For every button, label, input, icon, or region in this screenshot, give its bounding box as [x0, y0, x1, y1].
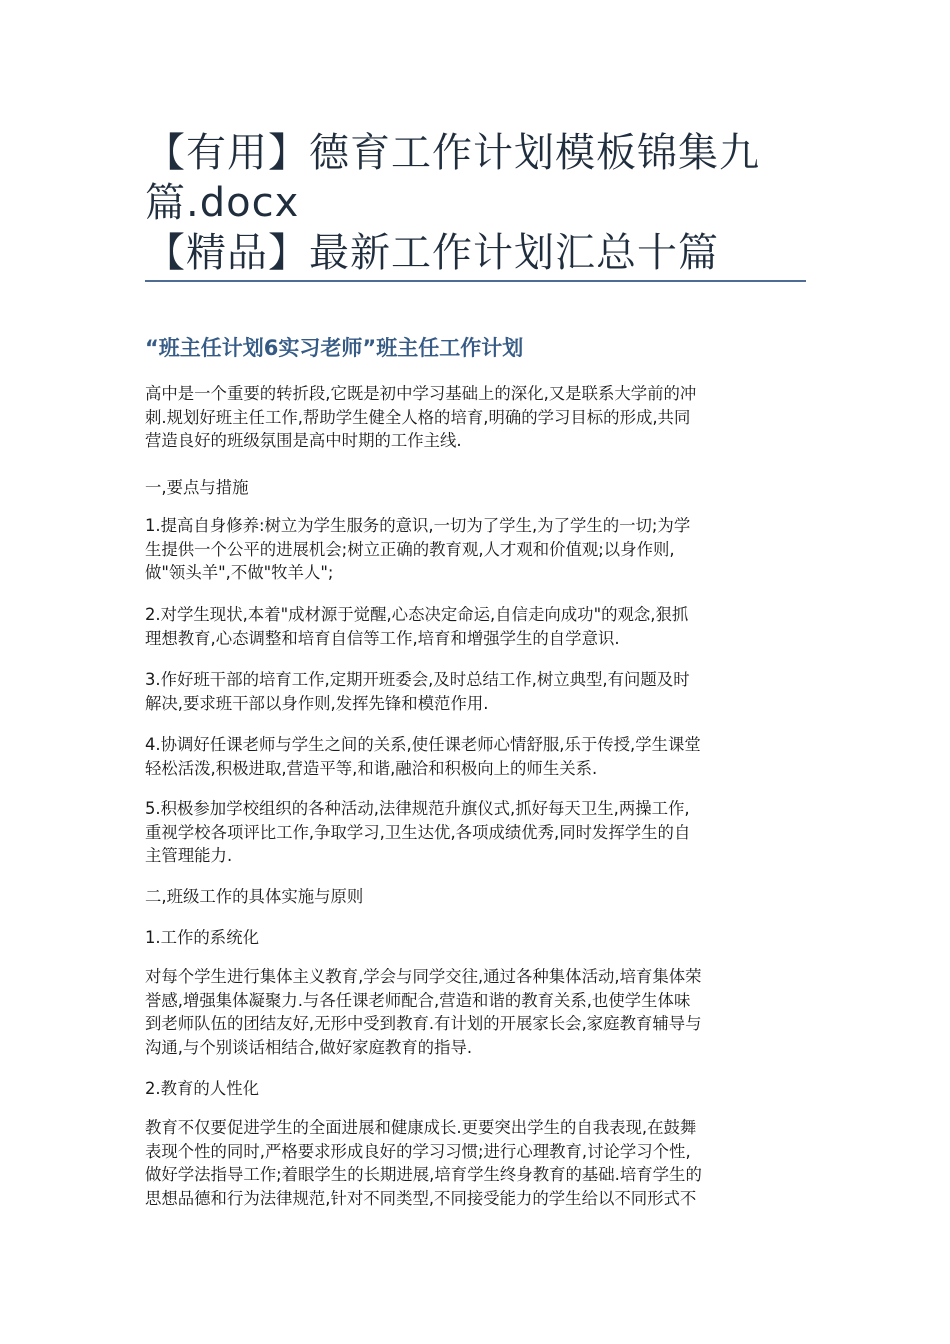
- paragraph-item-3: [145, 668, 805, 715]
- text-line: 高中是一个重要的转折段,它既是初中学习基础上的深化,又是联系大学前的冲: [145, 384, 697, 403]
- text-line: 主管理能力.: [145, 846, 233, 866]
- text-line: 解决,要求班干部以身作则,发挥先锋和模范作用.: [145, 693, 489, 713]
- subheading-key-points: [145, 476, 805, 500]
- section-heading: “班主任计划6实习老师”班主任工作计划: [145, 336, 524, 360]
- title-line: 【精品】最新工作计划汇总十篇: [145, 230, 719, 276]
- title-divider: [145, 280, 806, 282]
- text-line: 2.教育的人性化: [145, 1079, 259, 1098]
- text-line: 4.协调好任课老师与学生之间的关系,使任课老师心情舒服,乐于传授,学生课堂: [145, 735, 701, 754]
- text-line: 对每个学生进行集体主义教育,学会与同学交往,通过各种集体活动,培育集体荣: [145, 967, 702, 986]
- text-line: 营造良好的班级氛围是高中时期的工作主线.: [145, 431, 462, 451]
- text-line: 轻松活泼,积极进取,营造平等,和谐,融洽和积极向上的师生关系.: [145, 758, 598, 778]
- text-line: 2.对学生现状,本着"成材源于觉醒,心态决定命运,自信走向成功"的观念,狠抓: [145, 605, 689, 624]
- subheading-implementation: [145, 885, 805, 909]
- paragraph-item-1: [145, 514, 805, 585]
- paragraph-systematization: [145, 965, 805, 1059]
- text-line: 一,要点与措施: [145, 478, 249, 497]
- text-line: 表现个性的同时,严格要求形成良好的学习习惯;进行心理教育,讨论学习个性,: [145, 1141, 691, 1161]
- title-line: 篇.docx: [145, 180, 300, 226]
- text-line: 做好学法指导工作;着眼学生的长期进展,培育学生终身教育的基础.培育学生的: [145, 1165, 702, 1185]
- text-line: 誉感,增强集体凝聚力.与各任课老师配合,营造和谐的教育关系,也使学生体味: [145, 990, 691, 1010]
- text-line: 到老师队伍的团结友好,无形中受到教育.有计划的开展家长会,家庭教育辅导与: [145, 1014, 702, 1034]
- text-line: 教育不仅要促进学生的全面进展和健康成长.更要突出学生的自我表现,在鼓舞: [145, 1118, 697, 1137]
- text-line: 3.作好班干部的培育工作,定期开班委会,及时总结工作,树立典型,有问题及时: [145, 670, 690, 689]
- paragraph-item-2: [145, 603, 805, 650]
- text-line: 刺.规划好班主任工作,帮助学生健全人格的培育,明确的学习目标的形成,共同: [145, 407, 691, 427]
- text-line: 1.提高自身修养:树立为学生服务的意识,一切为了学生,为了学生的一切;为学: [145, 516, 691, 535]
- subheading-systematization: [145, 926, 805, 950]
- subheading-humanization: [145, 1077, 805, 1101]
- title-line: 【有用】德育工作计划模板锦集九: [145, 130, 760, 176]
- text-line: 理想教育,心态调整和培育自信等工作,培育和增强学生的自学意识.: [145, 628, 620, 648]
- paragraph-humanization: [145, 1116, 805, 1210]
- paragraph-item-4: [145, 733, 805, 780]
- paragraph-item-5: [145, 797, 805, 868]
- text-line: 二,班级工作的具体实施与原则: [145, 887, 364, 906]
- text-line: 重视学校各项评比工作,争取学习,卫生达优,各项成绩优秀,同时发挥学生的自: [145, 822, 691, 842]
- text-line: 1.工作的系统化: [145, 928, 259, 947]
- document-title: [145, 128, 815, 278]
- paragraph-intro: [145, 382, 805, 453]
- text-line: 5.积极参加学校组织的各种活动,法律规范升旗仪式,抓好每天卫生,两操工作,: [145, 799, 690, 818]
- text-line: 做"领头羊",不做"牧羊人";: [145, 563, 334, 583]
- text-line: 生提供一个公平的进展机会;树立正确的教育观,人才观和价值观;以身作则,: [145, 539, 675, 559]
- text-line: 沟通,与个别谈话相结合,做好家庭教育的指导.: [145, 1037, 473, 1057]
- text-line: 思想品德和行为法律规范,针对不同类型,不同接受能力的学生给以不同形式不: [145, 1188, 697, 1208]
